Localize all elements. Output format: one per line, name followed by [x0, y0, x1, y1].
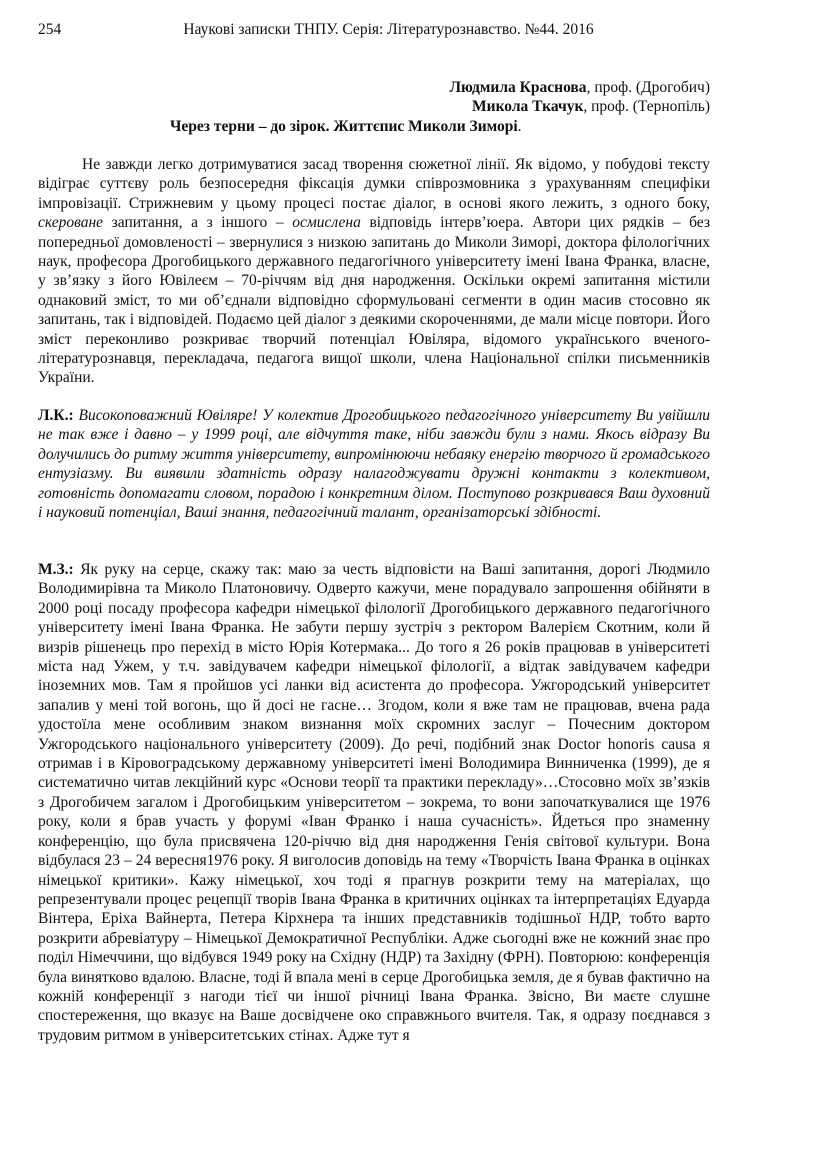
interview-answer: [38, 560, 710, 1045]
question-text: Високоповажний Ювіляре! У колектив Дрогобицького педагогічного університету Ви увійшли не так вже і давно – у 1999 році, але відчуття таке, ніби завжди були з нами. Якось відразу Ви долучились до ритму життя університету, випромінюючи небаяку енергію творчого й громадського ентузіазму. Ви виявили здатність одразу налагоджувати дружні контакти з колективом, готовність допомагати словом, порадою і конкретним ділом. Поступово розкривався Ваш духовний і науковий потенціал, Ваші знання, педагогічний талант, організаторські здібності.: [38, 407, 710, 522]
answer-speaker: М.З.:: [38, 561, 74, 578]
interview-question: [38, 406, 710, 522]
article-title-text: Через терни – до зірок. Життєпис Миколи Зиморі: [170, 118, 518, 135]
author-line: [449, 78, 710, 97]
article-title: [170, 117, 522, 136]
intro-emphasis: скероване: [38, 214, 104, 232]
author-affiliation: , проф. (Тернопіль): [583, 98, 710, 115]
intro-paragraph: [38, 155, 710, 388]
author-name: Микола Ткачук: [472, 98, 584, 115]
author-block: [449, 78, 710, 116]
question-speaker: Л.К.:: [38, 407, 74, 424]
intro-text-part: відповідь інтерв’юера. Автори цих рядків – без попередньої домовленості – звернулися з низкою запитань до Миколи Зиморі, доктора філологічних наук, професора Дрогобицького державного педагогічного університету імені Івана Франка, власне, у зв’язку з його Ювілеєм – 70-річчям від дня народження. Оскільки окремі запитання містили однаковий зміст, то ми об’єднали відповідно сформульовані сегменти в один масив стосовно як запитань, так і відповідей. Подаємо цей діалог з деякими скороченнями, де мали місце повтори. Його зміст переконливо розкриває творчий потенціал Ювіляра, відомого українського вченого-літературознавця, перекладача, педагога вищої школи, члена Національної спілки письменників України.: [38, 214, 710, 387]
answer-text: Як руку на серце, скажу так: маю за честь відповісти на Ваші запитання, дорогі Людмило Володимирівна та Миколо Платоновичу. Одверто кажучи, мене порадувало запрошення обійняти в 2000 році посаду професора кафедри німецької філології Дрогобицького державного педагогічного університету імені Івана Франка. Не забути першу зустріч з ректором Валерієм Скотним, коли й визрів рішенець про перехід в місто Юрія Котермака... До того я 26 років працював в університеті міста над Ужем, у т.ч. завідувачем кафедри німецької філології, а відтак завідувачем кафедри іноземних мов. Там я пройшов усі ланки від асистента до професора. Ужгородський університет запалив у мені той вогонь, що й досі не гасне… Згодом, коли я вже там не працював, вчена рада удостоїла мене особливим знаком визнання моїх скромних заслуг – Почесним доктором Ужгородського національного університету (2009). До речі, подібний знак Doctor honoris causa я отримав і в Кіровоградському державному університеті імені Володимира Винниченка (1999), де я систематично читав лекційний курс «Основи теорії та практики перекладу»…Стосовно моїх зв’язків з Дрогобичем загалом і Дрогобицьким університетом – зокрема, то вони започаткувалися ще 1976 року, коли я брав участь у форумі «Іван Франко і наша сучасність». Йдеться про знаменну конференцію, що була присвячена 120-річчю від дня народження Генія світової культури. Вона відбулася 23 – 24 вересня1976 року. Я виголосив доповідь на тему «Творчість Івана Франка в оцінках німецької критики». Кажу німецької, хоч тоді я прагнув розкрити тему на матеріалах, що репрезентували процес рецепції творів Івана Франка в критичних оцінках та інтерпретаціях Едуарда Вінтера, Еріха Вайнерта, Петера Кірхнера та інших представників тодішньої НДР, тобто варто розкрити абревіатуру – Німецької Демократичної Республіки. Адже сьогодні вже не кожний знає про поділ Німеччини, що відбувся 1949 року на Східну (НДР) та Західну (ФРН). Повторюю: конференція була винятково вдалою. Власне, тоді й впала мені в серце Дрогобицька земля, де я бував фактично на кожній конференції з нагоди тієї чи іншої річниці Івана Франка. Звісно, Ви маєте слушне спостереження, що вказує на Ваше досвідчене око справжнього вчителя. Так, я одразу поєднався з трудовим ритмом в університетських стінах. Адже тут я: [38, 561, 710, 1044]
journal-title: Наукові записки ТНПУ. Серія: Літературознавство. №44. 2016: [183, 21, 594, 38]
author-affiliation: , проф. (Дрогобич): [586, 79, 710, 96]
article-title-period: .: [517, 118, 522, 135]
author-line: [449, 97, 710, 116]
intro-text-part: запитання, а з іншого –: [103, 214, 293, 232]
author-name: Людмила Краснова: [449, 79, 587, 96]
intro-text-part: Не завжди легко дотримуватися засад творення сюжетної лінії. Як відомо, у побудові тексту відіграє суттєву роль безпосередня фіксація думки співрозмовника з урахуванням специфіки імпровізації. Стрижневим у цьому процесі постає діалог, в основі якого лежить, з одного боку,: [38, 156, 710, 212]
running-header: [38, 20, 789, 40]
intro-emphasis: осмислена: [292, 214, 361, 232]
page-number: 254: [38, 21, 62, 38]
